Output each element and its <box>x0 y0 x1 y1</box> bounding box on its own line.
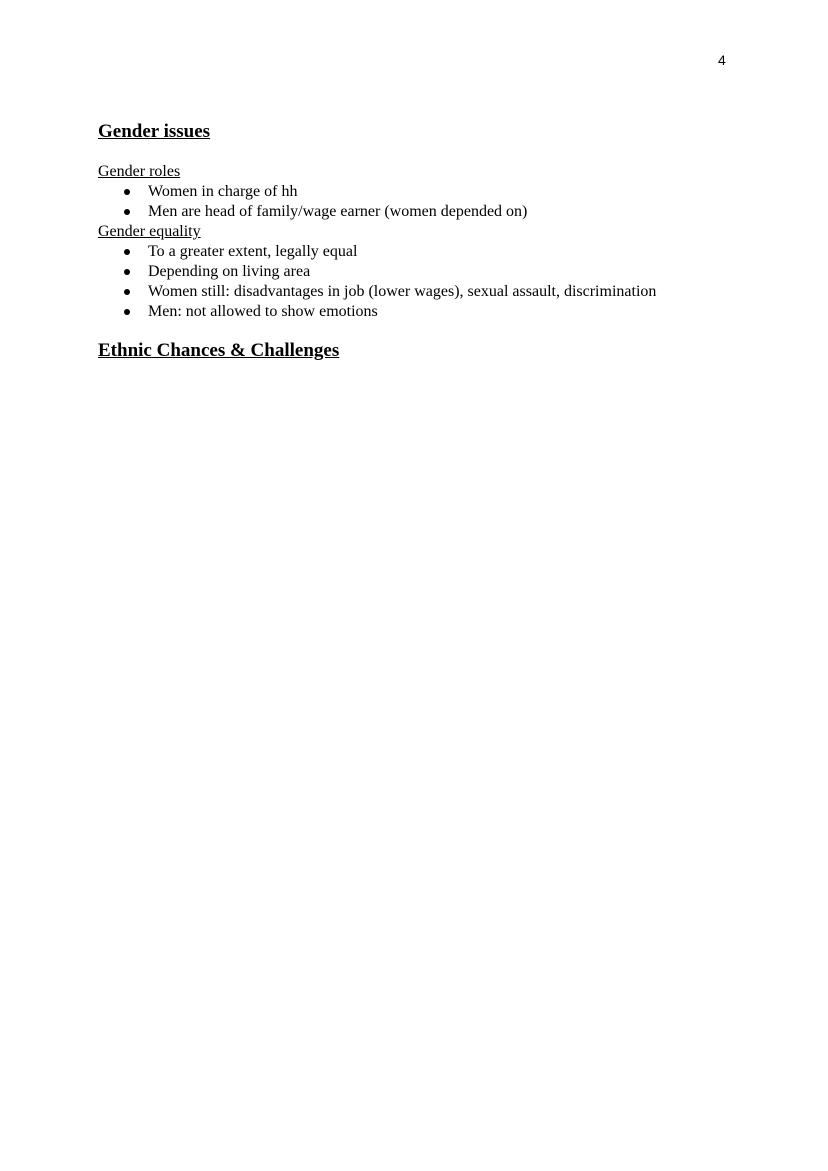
list-item-text: Women still: disadvantages in job (lower wages), sexual assault, discrimination <box>148 283 657 300</box>
list-item <box>98 282 738 302</box>
subheading-gender-roles: Gender roles <box>98 163 181 180</box>
bullet-icon <box>124 189 130 195</box>
list-item-text: Men: not allowed to show emotions <box>148 303 378 320</box>
list-item <box>98 242 738 262</box>
list-item-text: To a greater extent, legally equal <box>148 243 358 260</box>
list-item <box>98 262 738 282</box>
gender-equality-list <box>98 242 738 322</box>
bullet-icon <box>124 309 130 315</box>
list-item-text: Depending on living area <box>148 263 311 280</box>
document-body <box>98 120 738 363</box>
bullet-icon <box>124 249 130 255</box>
bullet-icon <box>124 269 130 275</box>
list-item-text: Women in charge of hh <box>148 183 298 200</box>
bullet-icon <box>124 209 130 215</box>
bullet-icon <box>124 289 130 295</box>
list-item <box>98 182 738 202</box>
section-heading-ethnic-chances: Ethnic Chances & Challenges <box>98 340 340 361</box>
list-item <box>98 202 738 222</box>
gender-roles-list <box>98 182 738 222</box>
list-item <box>98 302 738 322</box>
subheading-gender-equality: Gender equality <box>98 223 201 240</box>
section-heading-gender-issues: Gender issues <box>98 121 211 142</box>
page-number: 4 <box>718 52 726 68</box>
list-item-text: Men are head of family/wage earner (women depended on) <box>148 203 528 220</box>
